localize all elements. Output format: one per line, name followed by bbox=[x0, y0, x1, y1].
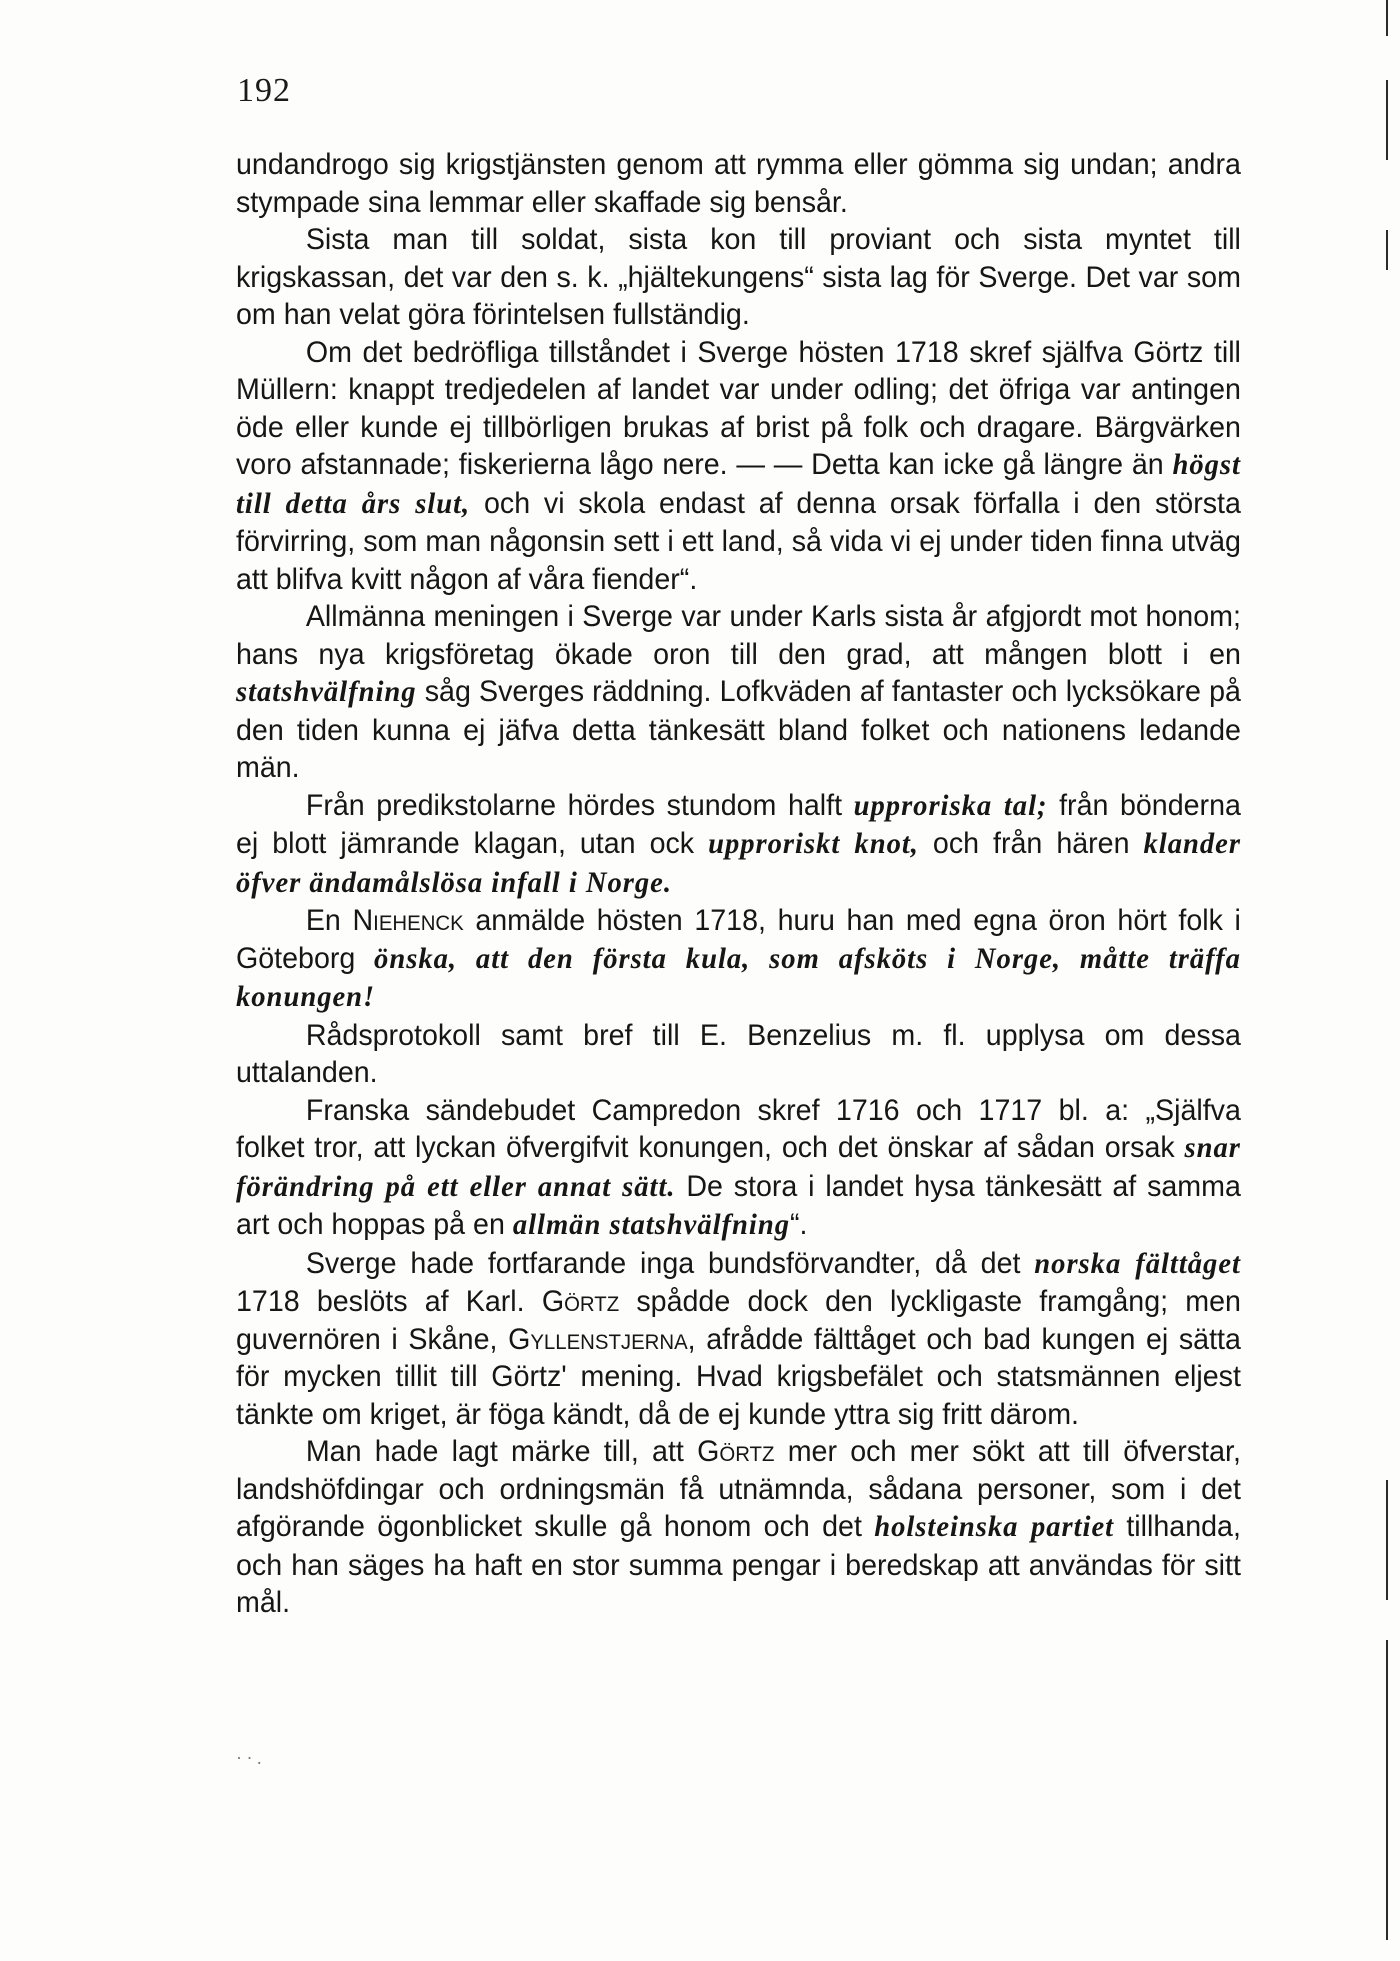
paragraph bbox=[236, 598, 1241, 787]
text-run: Man hade lagt märke till, att bbox=[305, 1435, 698, 1468]
paragraph bbox=[236, 787, 1241, 903]
text-run: Rådsprotokoll samt bref till E. Benzelius m. fl. upplysa om dessa uttalanden. bbox=[236, 1018, 1241, 1089]
page-edge-mark bbox=[1386, 0, 1388, 36]
paragraph bbox=[236, 1245, 1241, 1434]
text-run: mer och mer sökt att till öfverstar, landshöfdingar och ordningsmän få utnämnda, sådana personer, som i det afgörande ögonblicket skulle gå honom och det bbox=[236, 1435, 1241, 1543]
text-run: Sverge hade fortfarande inga bundsförvandter, då det bbox=[305, 1246, 1035, 1280]
emphasized-text: önska, att den första kula, som afsköts i Norge, måtte träffa konungen! bbox=[236, 942, 1241, 1013]
page-edge-mark bbox=[1386, 80, 1388, 160]
scan-specks: · · . bbox=[236, 1748, 262, 1768]
paragraph bbox=[236, 902, 1241, 1017]
text-run: Allmänna meningen i Sverge var under Karls sista år afgjordt mot honom; hans nya krigsföretag ökade oron till den grad, att mången blott i en bbox=[236, 600, 1241, 671]
small-caps-name: Gyllenstjerna bbox=[508, 1322, 688, 1356]
paragraph bbox=[236, 146, 1241, 221]
emphasized-text: snar förändring på ett eller annat sätt. bbox=[236, 1132, 1241, 1203]
text-run: undandrogo sig krigstjänsten genom att rymma eller gömma sig undan; andra stympade sina lemmar eller skaffade sig bensår. bbox=[236, 148, 1241, 219]
page-number: 192 bbox=[237, 72, 291, 109]
text-run: En bbox=[305, 904, 353, 937]
text-run: “. bbox=[790, 1208, 808, 1241]
paragraph bbox=[236, 334, 1241, 599]
emphasized-text: statshvälfning bbox=[236, 676, 417, 708]
emphasized-text: upproriska tal; bbox=[853, 789, 1048, 822]
text-run: Franska sändebudet Campredon skref 1716 och 1717 bl. a: „Själfva folket tror, att lyckan öfvergifvit konungen, och det önskar af sådan orsak bbox=[236, 1093, 1241, 1164]
emphasized-text: högst till detta års slut, bbox=[236, 449, 1241, 520]
text-run: Sista man till soldat, sista kon till proviant och sista myntet till krigskassan, det var den s. k. „hjältekungens“ sista lag för Sverge. Det var som om han velat göra förintelsen fullständig. bbox=[236, 223, 1241, 331]
text-run: , afrådde fälttåget och bad kungen ej sätta för mycken tillit till Görtz' mening. Hvad krigsbefälet och statsmännen eljest tänkte om kriget, är föga kändt, då de ej kunde yttra sig fritt därom. bbox=[236, 1322, 1241, 1431]
text-run: spådde dock den lyckligaste framgång; men guvernören i Skåne, bbox=[236, 1285, 1241, 1356]
emphasized-text: klander öfver ändamålslösa infall i Norge. bbox=[236, 828, 1241, 899]
paragraph bbox=[236, 1433, 1241, 1622]
text-run: och vi skola endast af denna orsak förfalla i den största förvirring, som man någonsin sett i ett land, så vida vi ej under tiden finna utväg att blifva kvitt någon af våra fiender“. bbox=[236, 486, 1241, 596]
paragraph bbox=[236, 221, 1241, 334]
small-caps-name: Görtz bbox=[697, 1435, 775, 1468]
text-run: från bönderna ej blott jämrande klagan, utan ock bbox=[236, 788, 1241, 860]
emphasized-text: holsteinska partiet bbox=[874, 1511, 1115, 1543]
text-run: Från predikstolarne hördes stundom halft bbox=[305, 788, 854, 822]
page-edge-mark bbox=[1386, 230, 1388, 270]
text-run: och från hären bbox=[918, 827, 1144, 860]
emphasized-text: allmän statshvälfning bbox=[512, 1209, 791, 1241]
text-run: De stora i landet hysa tänkesätt af samma art och hoppas på en bbox=[236, 1169, 1241, 1241]
text-run: 1718 beslöts af Karl. bbox=[236, 1285, 542, 1318]
small-caps-name: Görtz bbox=[541, 1285, 620, 1318]
emphasized-text: upproriskt knot, bbox=[708, 828, 919, 860]
text-run: Om det bedröfliga tillståndet i Sverge hösten 1718 skref själfva Görtz till Müllern: knappt tredjedelen af landet var under odling; det öfriga var antingen öde eller kunde ej tillbörligen brukas af brist på folk och dragare. Bärgvärken voro afstannade; fiskerierna lågo nere. — — Detta kan icke gå längre än bbox=[236, 335, 1241, 481]
small-caps-name: Niehenck bbox=[352, 904, 464, 937]
text-run: anmälde hösten 1718, huru han med egna öron hört folk i Göteborg bbox=[236, 904, 1241, 975]
text-run: såg Sverges räddning. Lofkväden af fantaster och lycksökare på den tiden kunna ej jäfva detta tänkesätt bland folket och nationens ledande män. bbox=[236, 675, 1241, 784]
page-edge-mark bbox=[1386, 1640, 1388, 1940]
page-edge-mark bbox=[1386, 1480, 1388, 1600]
body-text bbox=[236, 146, 1241, 1622]
emphasized-text: norska fälttåget bbox=[1034, 1247, 1241, 1280]
text-run: tillhanda, och han säges ha haft en stor summa pengar i beredskap att användas för sitt mål. bbox=[236, 1510, 1241, 1619]
paragraph bbox=[236, 1092, 1241, 1245]
paragraph bbox=[236, 1017, 1241, 1092]
